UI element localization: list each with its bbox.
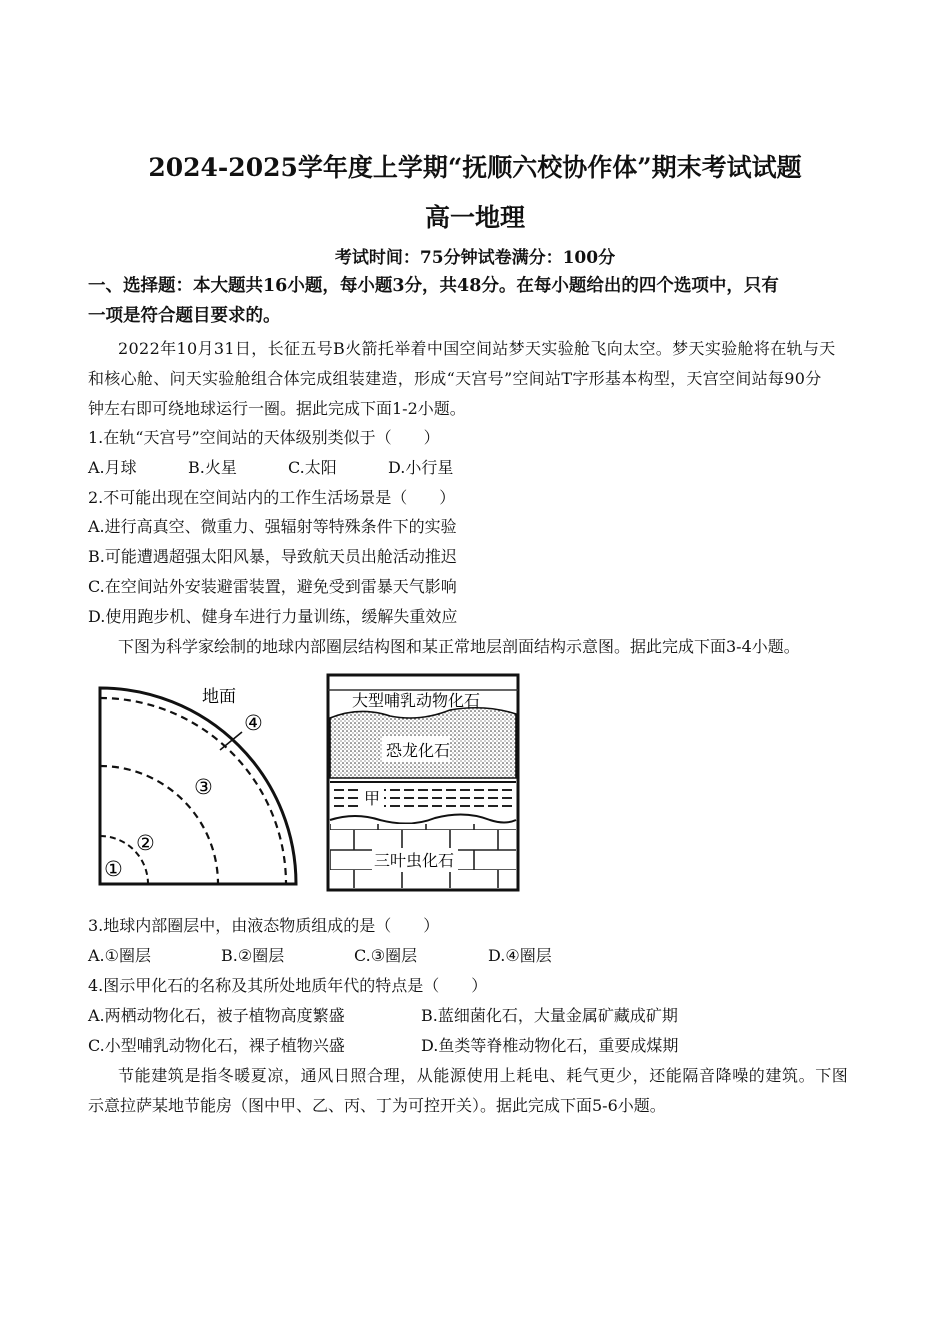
strata-label-jia: 甲 [364,789,381,808]
layer-label-2: ② [136,831,155,855]
passage2-line1: 下图为科学家绘制的地球内部圈层结构图和某正常地层剖面结构示意图。据此完成下面3-4小题。 [118,637,800,656]
passage1-line1: 2022年10月31日，长征五号B火箭托举着中国空间站梦天实验舱飞向太空。梦天实验舱将在轨与天 [118,339,836,358]
q2-stem: 2.不可能出现在空间站内的工作生活场景是（ ） [88,488,456,507]
q4-option-b: B.蓝细菌化石，大量金属矿藏成矿期 [421,1006,678,1025]
q3-option-b: B.②圈层 [221,946,285,965]
section-heading-line1: 一、选择题：本大题共16小题，每小题3分，共48分。在每小题给出的四个选项中，只有 [88,276,779,296]
q2-option-d: D.使用跑步机、健身车进行力量训练，缓解失重效应 [88,607,458,626]
strata-label-dinosaur: 恐龙化石 [386,741,451,760]
q2-option-a: A.进行高真空、微重力、强辐射等特殊条件下的实验 [88,517,457,536]
geology-figure [90,670,530,895]
passage3-line1: 节能建筑是指冬暖夏凉，通风日照合理，从能源使用上耗电、耗气更少，还能隔音降噪的建筑。下图 [118,1066,849,1085]
layer-label-1: ① [104,857,123,881]
passage3-line2: 示意拉萨某地节能房（图中甲、乙、丙、丁为可控开关）。据此完成下面5-6小题。 [88,1096,666,1115]
q4-option-c: C.小型哺乳动物化石，裸子植物兴盛 [88,1036,345,1055]
q1-stem: 1.在轨“天宫号”空间站的天体级别类似于（ ） [88,428,440,447]
q2-option-b: B.可能遭遇超强太阳风暴，导致航天员出舱活动推迟 [88,547,457,566]
q1-option-a: A.月球 [88,458,137,477]
surface-label: 地面 [202,687,236,707]
q1-option-b: B.火星 [188,458,237,477]
section-heading-line2: 一项是符合题目要求的。 [88,306,281,326]
q1-option-d: D.小行星 [388,458,454,477]
q3-stem: 3.地球内部圈层中，由液态物质组成的是（ ） [88,916,440,935]
q2-option-c: C.在空间站外安装避雷装置，避免受到雷暴天气影响 [88,577,457,596]
exam-info: 考试时间：75分钟试卷满分：100分 [334,248,616,268]
strata-profile-diagram [328,675,518,890]
layer-label-3: ③ [194,775,213,799]
q4-option-d: D.鱼类等脊椎动物化石，重要成煤期 [421,1036,679,1055]
strata-label-mammal: 大型哺乳动物化石 [352,691,481,710]
strata-label-trilobite: 三叶虫化石 [374,851,455,870]
exam-title: 2024-2025学年度上学期“抚顺六校协作体”期末考试试题 [148,153,802,182]
q1-option-c: C.太阳 [288,458,337,477]
passage1-line2: 和核心舱、问天实验舱组合体完成组装建造，形成“天宫号”空间站T字形基本构型，天宫空间站每90分 [88,369,822,388]
subject-title: 高一地理 [424,203,525,232]
q4-stem: 4.图示甲化石的名称及其所处地质年代的特点是（ ） [88,976,488,995]
layer-label-4: ④ [244,711,263,735]
passage1-line3: 钟左右即可绕地球运行一圈。据此完成下面1-2小题。 [88,399,466,418]
q3-option-c: C.③圈层 [354,946,418,965]
q4-option-a: A.两栖动物化石，被子植物高度繁盛 [88,1006,345,1025]
q3-option-d: D.④圈层 [488,946,552,965]
q3-option-a: A.①圈层 [88,946,151,965]
earth-interior-diagram [100,687,296,884]
